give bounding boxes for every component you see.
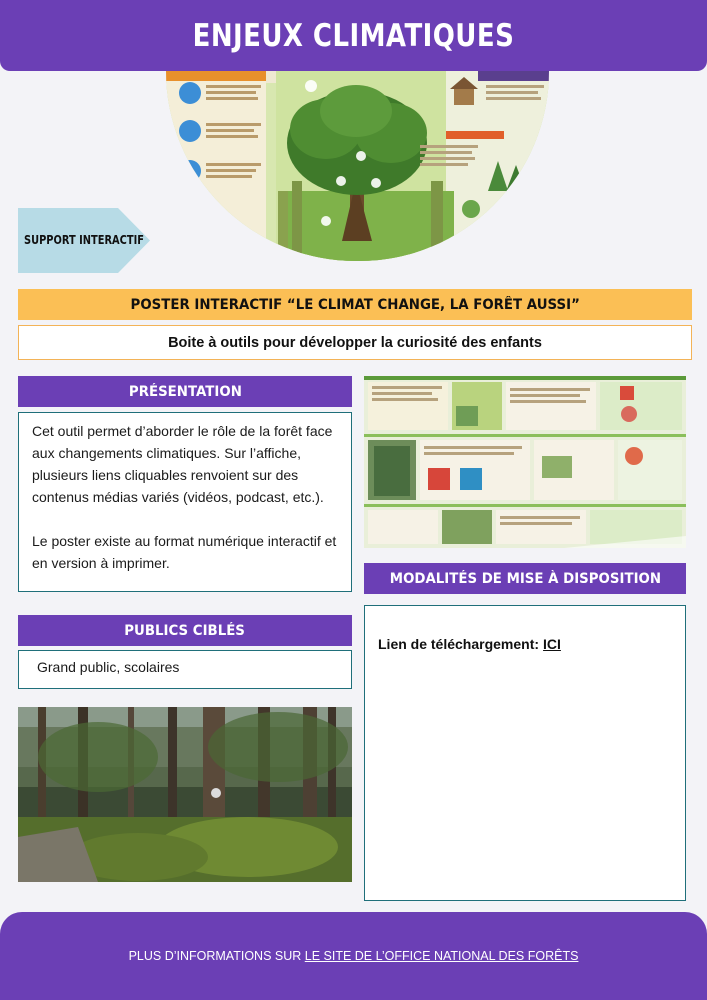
forest-photo	[18, 707, 352, 882]
support-type-badge	[18, 208, 150, 273]
publics-box	[18, 650, 352, 689]
modalites-heading-label: MODALITÉS DE MISE À DISPOSITION	[389, 570, 661, 587]
tool-title: POSTER INTERACTIF “LE CLIMAT CHANGE, LA FORÊT AUSSI”	[130, 296, 580, 313]
publics-heading-label: PUBLICS CIBLÉS	[124, 622, 246, 639]
presentation-heading-label: PRÉSENTATION	[128, 383, 242, 400]
presentation-box	[18, 412, 352, 592]
presentation-paragraph-1: Cet outil permet d’aborder le rôle de la forêt face aux changements climatiques. Sur l’affiche, plusieurs liens cliquables renvoient sur des contenus médias variés (vidéos, podcast, etc.).	[32, 423, 333, 505]
tool-subtitle: Boite à outils pour développer la curiosité des enfants	[168, 334, 542, 351]
poster-preview-image	[364, 376, 686, 548]
badge-label: SUPPORT INTERACTIF	[24, 233, 144, 247]
publics-heading	[18, 615, 352, 646]
presentation-paragraph-2: Le poster existe au format numérique interactif et en version à imprimer.	[32, 533, 337, 571]
tool-title-banner	[18, 289, 692, 320]
page-footer	[0, 912, 707, 1000]
presentation-heading	[18, 376, 352, 407]
publics-text: Grand public, scolaires	[37, 659, 180, 675]
modalites-box	[364, 605, 686, 901]
modalites-heading	[364, 563, 686, 594]
footer-link[interactable]: LE SITE DE L’OFFICE NATIONAL DES FORÊTS	[304, 949, 579, 963]
page-title: ENJEUX CLIMATIQUES	[192, 17, 515, 54]
footer-text: PLUS D’INFORMATIONS SUR	[128, 949, 305, 963]
poster-illustration	[166, 71, 549, 261]
tool-subtitle-banner	[18, 325, 692, 360]
download-label: Lien de téléchargement:	[378, 636, 540, 652]
download-link[interactable]: ICI	[543, 636, 561, 652]
page-header	[0, 0, 707, 71]
